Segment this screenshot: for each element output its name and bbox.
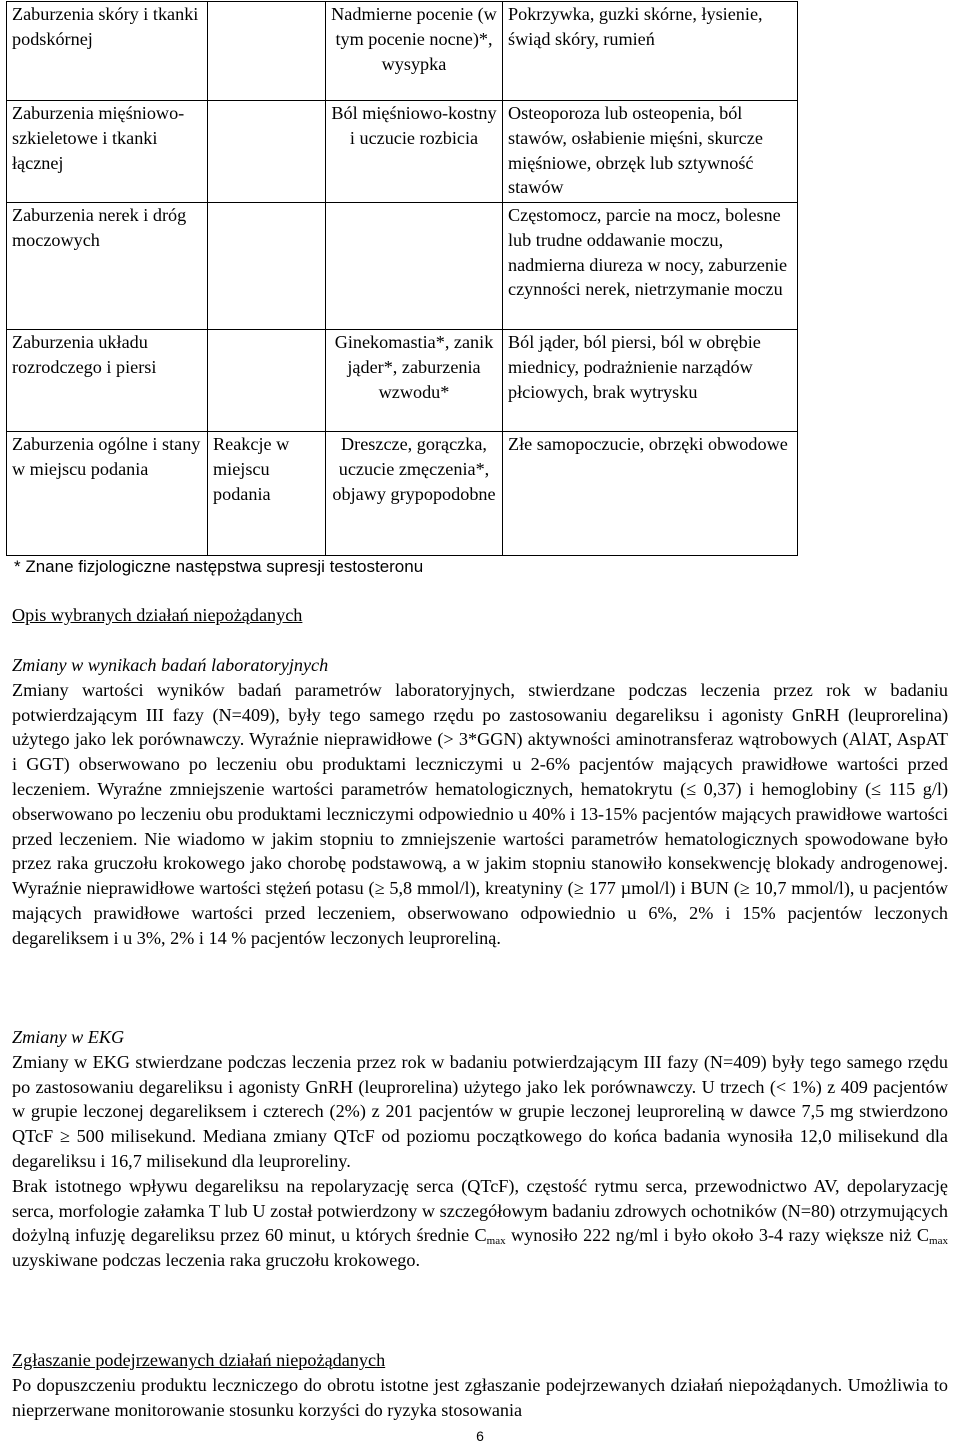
table-row — [7, 330, 798, 432]
ekg-subtitle: Zmiany w EKG — [12, 1027, 125, 1047]
report-section — [12, 1348, 948, 1422]
table-cell — [208, 330, 326, 432]
table-cell: Pokrzywka, guzki skórne, łysienie, świąd skóry, rumień — [503, 2, 798, 101]
table-cell — [326, 203, 503, 330]
table-cell: Zaburzenia mięśniowo-szkieletowe i tkanki łącznej — [7, 101, 208, 203]
ekg-section — [12, 1025, 948, 1273]
section-title — [12, 603, 948, 628]
ekg-paragraph-2 — [12, 1174, 948, 1273]
table-cell: Reakcje w miejscu podania — [208, 432, 326, 556]
table-cell: Zaburzenia układu rozrodczego i piersi — [7, 330, 208, 432]
opis-title: Opis wybranych działań niepożądanych — [12, 605, 303, 625]
table-cell: Zaburzenia ogólne i stany w miejscu podania — [7, 432, 208, 556]
report-paragraph: Po dopuszczeniu produktu leczniczego do obrotu istotne jest zgłaszanie podejrzewanych działań niepożądanych. Umożliwia to nieprzerwane monitorowanie stosunku korzyści do ryzyka stosowania — [12, 1374, 948, 1420]
adverse-events-table — [6, 1, 798, 556]
page-number: 6 — [476, 1428, 484, 1444]
table-row — [7, 2, 798, 101]
ekg-text-part: wynosiło 222 ng/ml i było około 3-4 razy większe niż C — [505, 1225, 930, 1246]
table-cell: Ginekomastia*, zanik jąder*, zaburzenia wzwodu* — [326, 330, 503, 432]
ekg-subscript: max — [929, 1235, 948, 1248]
ekg-paragraph-1: Zmiany w EKG stwierdzane podczas leczenia przez rok w badaniu potwierdzającym III fazy (N=409) były tego samego rzędu po zastosowaniu degareliksu i agonisty GnRH (leuprorelina) użytego jako lek porównawczy. U trzech (< 1%) z 409 pacjentów w grupie leczonej degareliksem i czterech (2%) z 201 pacjentów w grupie leczonej leuproreliną w dawce 7,5 mg stwierdzono QTcF ≥ 500 milisekund. Mediana zmiany QTcF od poziomu początkowego do końca badania wynosiła 12,0 milisekund dla degareliksu i 16,7 milisekund dla leuproreliny. — [12, 1051, 948, 1171]
table-cell — [208, 2, 326, 101]
table-row — [7, 203, 798, 330]
table-cell: Ból mięśniowo-kostny i uczucie rozbicia — [326, 101, 503, 203]
table-row — [7, 432, 798, 556]
table-cell: Zaburzenia skóry i tkanki podskórnej — [7, 2, 208, 101]
table-row — [7, 101, 798, 203]
report-title: Zgłaszanie podejrzewanych działań niepożądanych — [12, 1350, 386, 1370]
table-cell — [208, 203, 326, 330]
table-cell — [208, 101, 326, 203]
table-footnote: * Znane fizjologiczne następstwa supresji testosteronu — [14, 557, 424, 576]
ekg-text-part: uzyskiwane podczas leczenia raka gruczołu krokowego. — [12, 1250, 421, 1271]
table-cell: Dreszcze, gorączka, uczucie zmęczenia*, objawy grypopodobne — [326, 432, 503, 556]
table-cell: Osteoporoza lub osteopenia, ból stawów, osłabienie mięśni, skurcze mięśniowe, obrzęk lub sztywność stawów — [503, 101, 798, 203]
ekg-subscript: max — [486, 1235, 506, 1248]
table-cell: Ból jąder, ból piersi, ból w obrębie miednicy, podrażnienie narządów płciowych, brak wytrysku — [503, 330, 798, 432]
ekg-text-part: Brak istotnego wpływu degareliksu na repolaryzację serca (QTcF), częstość rytmu serca, przewodnictwo AV, depolaryzację serca, morfologie załamka T lub U został potwierdzony w szczegółowym badaniu zdrowych ochotników (N=80) otrzymujących dożylną infuzję degareliksu przez 60 minut, u których średnie C — [12, 1175, 948, 1246]
lab-subtitle: Zmiany w wynikach badań laboratoryjnych — [12, 655, 329, 675]
table-cell: Zaburzenia nerek i dróg moczowych — [7, 203, 208, 330]
lab-section — [12, 653, 948, 951]
lab-paragraph: Zmiany wartości wyników badań parametrów laboratoryjnych, stwierdzane podczas leczenia przez rok w badaniu potwierdzającym III fazy (N=409), były tego samego rzędu po zastosowaniu degareliksu i agonisty GnRH (leuprorelina) użytego jako lek porównawczy. Wyraźnie nieprawidłowe (> 3*GGN) aktywności aminotransferaz wątrobowych (AlAT, AspAT i GGT) obserwowano po leczeniu obu produktami leczniczymi u 2-6% pacjentów mających prawidłowe wartości przed leczeniem. Wyraźne zmniejszenie wartości parametrów hematologicznych, hematokrytu (≤ 0,37) i hemoglobiny (≤ 115 g/l) obserwowano po leczeniu obu produktami leczniczymi odpowiednio u 40% i 13-15% pacjentów mających prawidłowe wartości przed leczeniem. Nie wiadomo w jakim stopniu to zmniejszenie wartości parametrów hematologicznych spowodowane było przez raka gruczołu krokowego jako chorobę podstawową, a w jakim stopniu stanowiło konsekwencję blokady androgenowej. Wyraźnie nieprawidłowe wartości stężeń potasu (≥ 5,8 mmol/l), kreatyniny (≥ 177 µmol/l) i BUN (≥ 10,7 mmol/l), u pacjentów mających prawidłowe wartości przed leczeniem, obserwowano odpowiednio u 6%, 2% i 15% pacjentów leczonych degareliksem i u 3%, 2% i 14 % pacjentów leczonych leuproreliną. — [12, 679, 948, 948]
table-cell: Nadmierne pocenie (w tym pocenie nocne)*, wysypka — [326, 2, 503, 101]
table-cell: Złe samopoczucie, obrzęki obwodowe — [503, 432, 798, 556]
table-cell: Częstomocz, parcie na mocz, bolesne lub trudne oddawanie moczu, nadmierna diureza w nocy, zaburzenie czynności nerek, nietrzymanie moczu — [503, 203, 798, 330]
